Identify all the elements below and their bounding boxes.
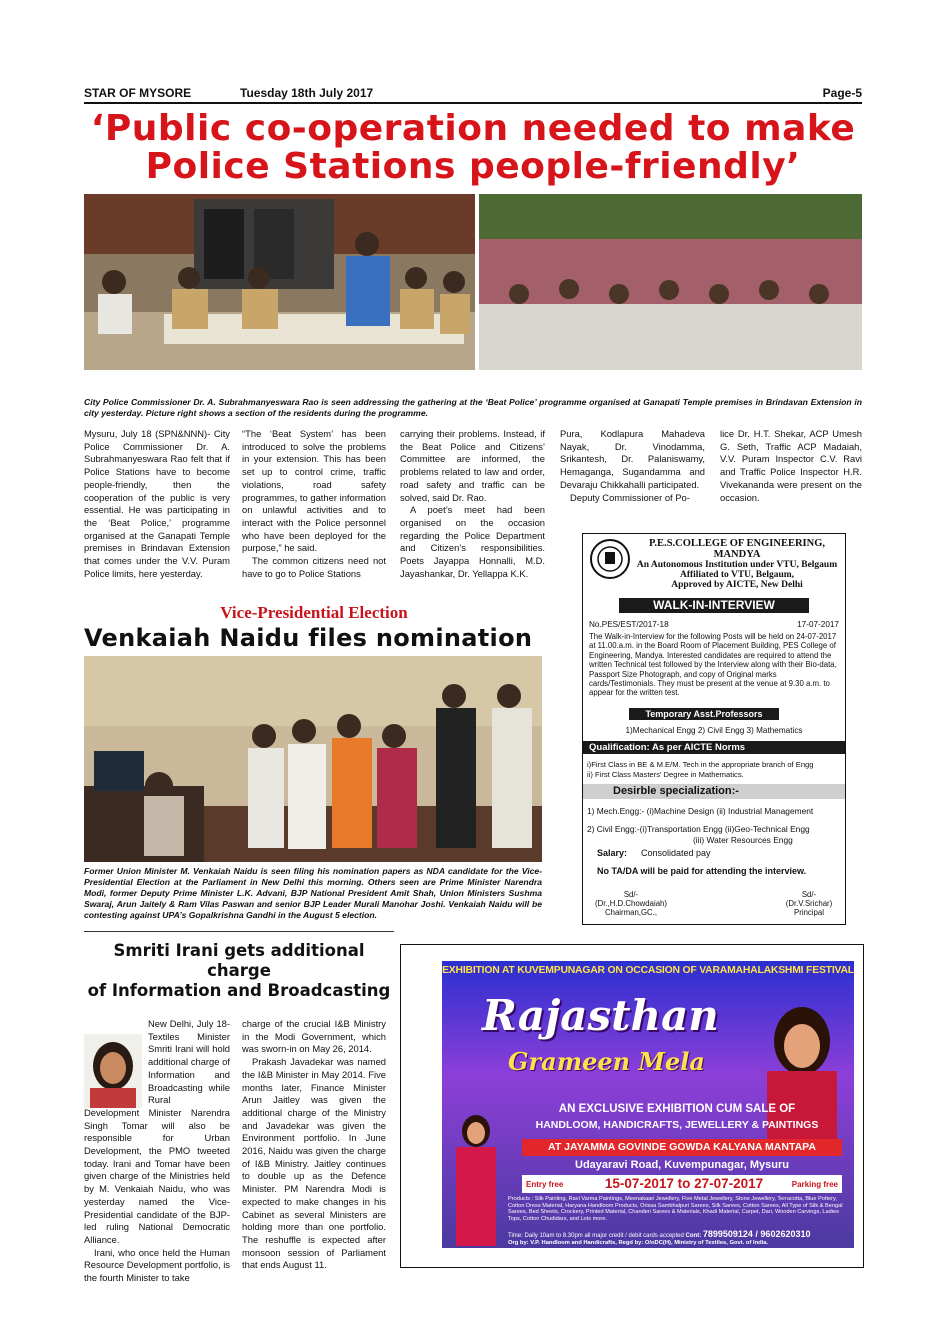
specialization-title: Desirble specialization:- (583, 784, 845, 799)
posts-title: Temporary Asst.Professors (629, 708, 779, 720)
qualification-title: Qualification: As per AICTE Norms (583, 741, 845, 754)
venue-address: Udayaravi Road, Kuvempunagar, Mysuru (575, 1159, 789, 1171)
irani-paragraph: Prakash Javadekar was named the I&B Minister in May 2014. Five months later, Finance Minister Arun Jaitley was given the additional charge of the Ministry and Javadekar was given the Environment portfolio. In June 2016, Naidu was given the charge of I&B Ministry. Jaitley continues to double up as the Defence Minister. PM Narendra Modi is expected to make changes in his Cabinet as several Ministers are holding more than one portfolio. The reshuffle is expected after monsoon session of Parliament that ends August 11. (242, 1056, 386, 1271)
pes-line-1: An Autonomous Institution under VTU, Belgaum (636, 560, 838, 570)
lead-column-5 (720, 428, 862, 504)
specialization-2: 2) Civil Engg:-(i)Transportation Engg (ii)Geo-Technical Engg (587, 824, 810, 834)
parking-free-label: Parking free (791, 1180, 838, 1189)
lead-column-3 (400, 428, 545, 580)
sig2-role: Principal (794, 908, 824, 917)
naidu-photo-caption: Former Union Minister M. Venkaiah Naidu is seen filing his nomination papers as NDA candidate for the Vice-Presidential Election at the Parliament in New Delhi this morning. Others seen are Prime Minister Narendra Modi, former Deputy Prime Minister L.K. Advani, BJP National President Amit Shah, Union Ministers Sushma Swaraj, Arun Jaitely & Ram Vilas Paswan and senior BJP Leader Murali Manohar Joshi. Venkaiah Naidu will be contesting against UPA’s Gopalkrishna Gandhi in the August 5 election. (84, 866, 542, 920)
page-number: Page-5 (822, 86, 862, 100)
pes-college-ad (582, 533, 846, 925)
venue-banner: AT JAYAMMA GOVINDE GOWDA KALYANA MANTAPA (522, 1139, 842, 1156)
lead-column-1 (84, 428, 230, 580)
exhibition-line-1: AN EXCLUSIVE EXHIBITION CUM SALE OF (558, 1103, 796, 1115)
beat-police-stage-photo (84, 194, 475, 370)
specialization-1: 1) Mech.Engg:- (i)Machine Design (ii) Industrial Management (587, 806, 814, 816)
naidu-nomination-photo (84, 656, 542, 862)
lead-headline-line-2: Police Stations people-friendly’ (145, 146, 801, 187)
pes-line-3: Approved by AICTE, New Delhi (671, 580, 803, 590)
pes-title: P.E.S.COLLEGE OF ENGINEERING, MANDYA (648, 538, 825, 560)
qualification-1: i)First Class in BE & M.E/M. Tech in the appropriate branch of Engg (587, 760, 814, 769)
salary-value: Consolidated pay (641, 848, 711, 858)
lead-headline (84, 110, 862, 186)
contact-numbers: 7899509124 / 9602620310 (702, 1229, 811, 1239)
exhibition-line-2: HANDLOOM, HANDICRAFTS, JEWELLERY & PAINTINGS (535, 1119, 819, 1131)
timing-text: Time: Daily 10am to 8.30pm all major credit / debit cards accepted (508, 1233, 684, 1239)
sig2-name: (Dr.V.Srichar) (785, 899, 833, 908)
irani-paragraph: Irani, who once held the Human Resource Development portfolio, is the fourth Minister to take (84, 1246, 230, 1284)
pes-line-2: Affiliated to VTU, Belgaum, (679, 570, 795, 580)
lead-column-4 (560, 428, 705, 504)
sig2-sd: Sd/- (801, 890, 817, 899)
model-figure-left (446, 1111, 506, 1246)
contact-label: Cont: (685, 1233, 702, 1239)
rajasthan-mela-ad (442, 961, 854, 1248)
signature-chairman (591, 890, 671, 917)
entry-free-label: Entry free (526, 1180, 564, 1189)
irani-headline (84, 941, 394, 1001)
exhibition-dates: 15-07-2017 to 27-07-2017 (604, 1176, 764, 1191)
sig1-sd: Sd/- (623, 890, 639, 899)
irani-paragraph: charge of the crucial I&B Ministry in the Modi Government, which was sworn-in on May 26, 2014. (242, 1018, 386, 1055)
issue-date: Tuesday 18th July 2017 (240, 86, 374, 100)
specialization-3: (iii) Water Resources Engg (693, 835, 793, 845)
products-list: Products : Silk Painting, Ravi Varma Paintings, Meenakaari Jewellery, Five Metal Jewellery, Stone Jewellery, Terracotta, Blue Pottery, Cotton Dress Material, Haryana Handloom Products, Orissa Sambhalpuri Sarees, Silk Sarees, Cotton Sarees, All Type of Silk & Bengal Sarees, Bed Sheets, Crockery, Printed Material, Chanderi Sarees & Materials, Khadi Material, Carpet, Dari, Wooden Carvings, Ladies Tops, Cotton Chudidars, and Lots more. (508, 1196, 843, 1222)
lead-paragraph: carrying their problems. Instead, if the Beat Police and Citizens’ Committee are informed, the problems related to law and order, road safety and traffic can be solved, said Dr. Rao. (400, 428, 545, 503)
paper-name: STAR OF MYSORE (84, 86, 192, 100)
qualification-2: ii) First Class Masters' Degree in Mathematics. (587, 770, 744, 779)
ad-top-banner: EXHIBITION AT KUVEMPUNAGAR ON OCCASION OF VARAMAHALAKSHMI FESTIVAL (442, 965, 854, 976)
rajasthan-title: Rajasthan (482, 991, 719, 1040)
pes-body: The Walk-in-Interview for the following Posts will be held on 24-07-2017 at 11.00.a.m. in the Board Room of Placement Building, PES College of Engineering, Mandya. Interested candidates are required to attend the written Technical test followed by the Interview along with their Bio-data, Passport Size Photograph, and copy of Original marks cards/Testimonials. They must be present at the venue at 9.30 a.m. to appear for the written test. (589, 632, 837, 698)
irani-headline-line-2: of Information and Broadcasting (87, 981, 391, 1000)
no-ta-notice: No TA/DA will be paid for attending the interview. (597, 866, 807, 876)
walk-in-banner: WALK-IN-INTERVIEW (619, 598, 809, 613)
pes-ref-number: No.PES/EST/2017-18 (589, 620, 669, 629)
lead-paragraph: Deputy Commissioner of Po- (570, 491, 690, 503)
lead-paragraph: lice Dr. H.T. Shekar, ACP Umesh G. Seth, Traffic ACP Madaiah, V.V. Puram Inspector C.V. Ravi and Traffic Police Inspector H.R. Vivekananda were present on the occasion. (720, 428, 862, 503)
lead-paragraph: Pura, Kodlapura Mahadeva Nayak, Dr. Vinodamma, Srikantesh, Dr. Palaniswamy, Hemaganga, Sugandamma and Devaraju Chikkahalli participated. (560, 428, 705, 490)
lead-column-2 (242, 428, 386, 580)
irani-paragraph-top: New Delhi, July 18- Textiles Minister Smriti Irani will hold additional charge of Information and Broadcasting while Rural (148, 1018, 230, 1106)
dates-bar (522, 1175, 842, 1193)
lead-photo-caption: City Police Commissioner Dr. A. Subrahmanyeswara Rao is seen addressing the gathering at the ‘Beat Police’ programme organised at Ganapati Temple premises in Brindavan Extension in city yesterday. Picture right shows a section of the residents during the programme. (84, 397, 862, 418)
grameen-mela-subtitle: Grameen Mela (508, 1047, 705, 1076)
pes-logo (589, 538, 631, 580)
naidu-kicker: Vice-Presidential Election (220, 603, 408, 622)
pes-ref-date: 17-07-2017 (797, 620, 839, 629)
salary-label: Salary: (597, 848, 628, 858)
signature-principal (779, 890, 839, 917)
irani-column-1 (84, 1018, 230, 1285)
section-divider (84, 931, 394, 932)
lead-paragraph: Mysuru, July 18 (SPN&NNN)- City Police Commissioner Dr. A. Subrahmanyeswara Rao felt that if Police Stations have to become people-friendly, then the cooperation of the public is very essential. He was participating in the ‘Beat Police,’ programme organised at the Ganapati Temple premises in Brindavan Extension that comes under the V.V. Puram Police limits, here yesterday. (84, 428, 230, 579)
sig1-name: (Dr.,H.D.Chowdaiah) (595, 899, 667, 908)
irani-column-2 (242, 1018, 386, 1272)
organiser-line: Org by: V.P. Handloom and Handicrafts, Regd by: O/oDC(H), Ministry of Textiles, Govt. of India. (508, 1240, 769, 1246)
page-header (84, 86, 862, 104)
lead-paragraph: “The ‘Beat System’ has been introduced to solve the problems in your extension. This has been set up to control crime, traffic violations, road safety programmes, to gather information on unlawful activities and to interact with the Police personnel who have been deployed for the purpose,” he said. (242, 428, 386, 554)
irani-headline-line-1: Smriti Irani gets additional charge (113, 941, 365, 980)
lead-paragraph: The common citizens need not have to go to Police Stations (242, 555, 386, 579)
residents-gathering-photo (479, 194, 862, 370)
lead-paragraph: A poet’s meet had been organised on the occasion regarding the Police Department and Citizen’s responsibilities. Poets Jayappa Honnalli, M.D. Jayashankar, Dr. Yellappa K.K. (400, 504, 545, 579)
timing-line (508, 1229, 852, 1239)
irani-paragraph: Development Minister Narendra Singh Tomar will also be responsible for Urban Development, the PMO tweeted today. Irani and Tomar have been given charge of the Ministries held by M. Venkaiah Naidu, who was yesterday named the Vice-Presidential candidate of the BJP-led ruling National Democratic Alliance. (84, 1106, 230, 1245)
posts-list: 1)Mechanical Engg 2) Civil Engg 3) Mathematics (625, 726, 803, 735)
naidu-headline: Venkaiah Naidu files nomination (84, 624, 533, 652)
lead-headline-line-1: ‘Public co-operation needed to make (90, 108, 856, 149)
sig1-role: Chairman,GC., (605, 908, 657, 917)
